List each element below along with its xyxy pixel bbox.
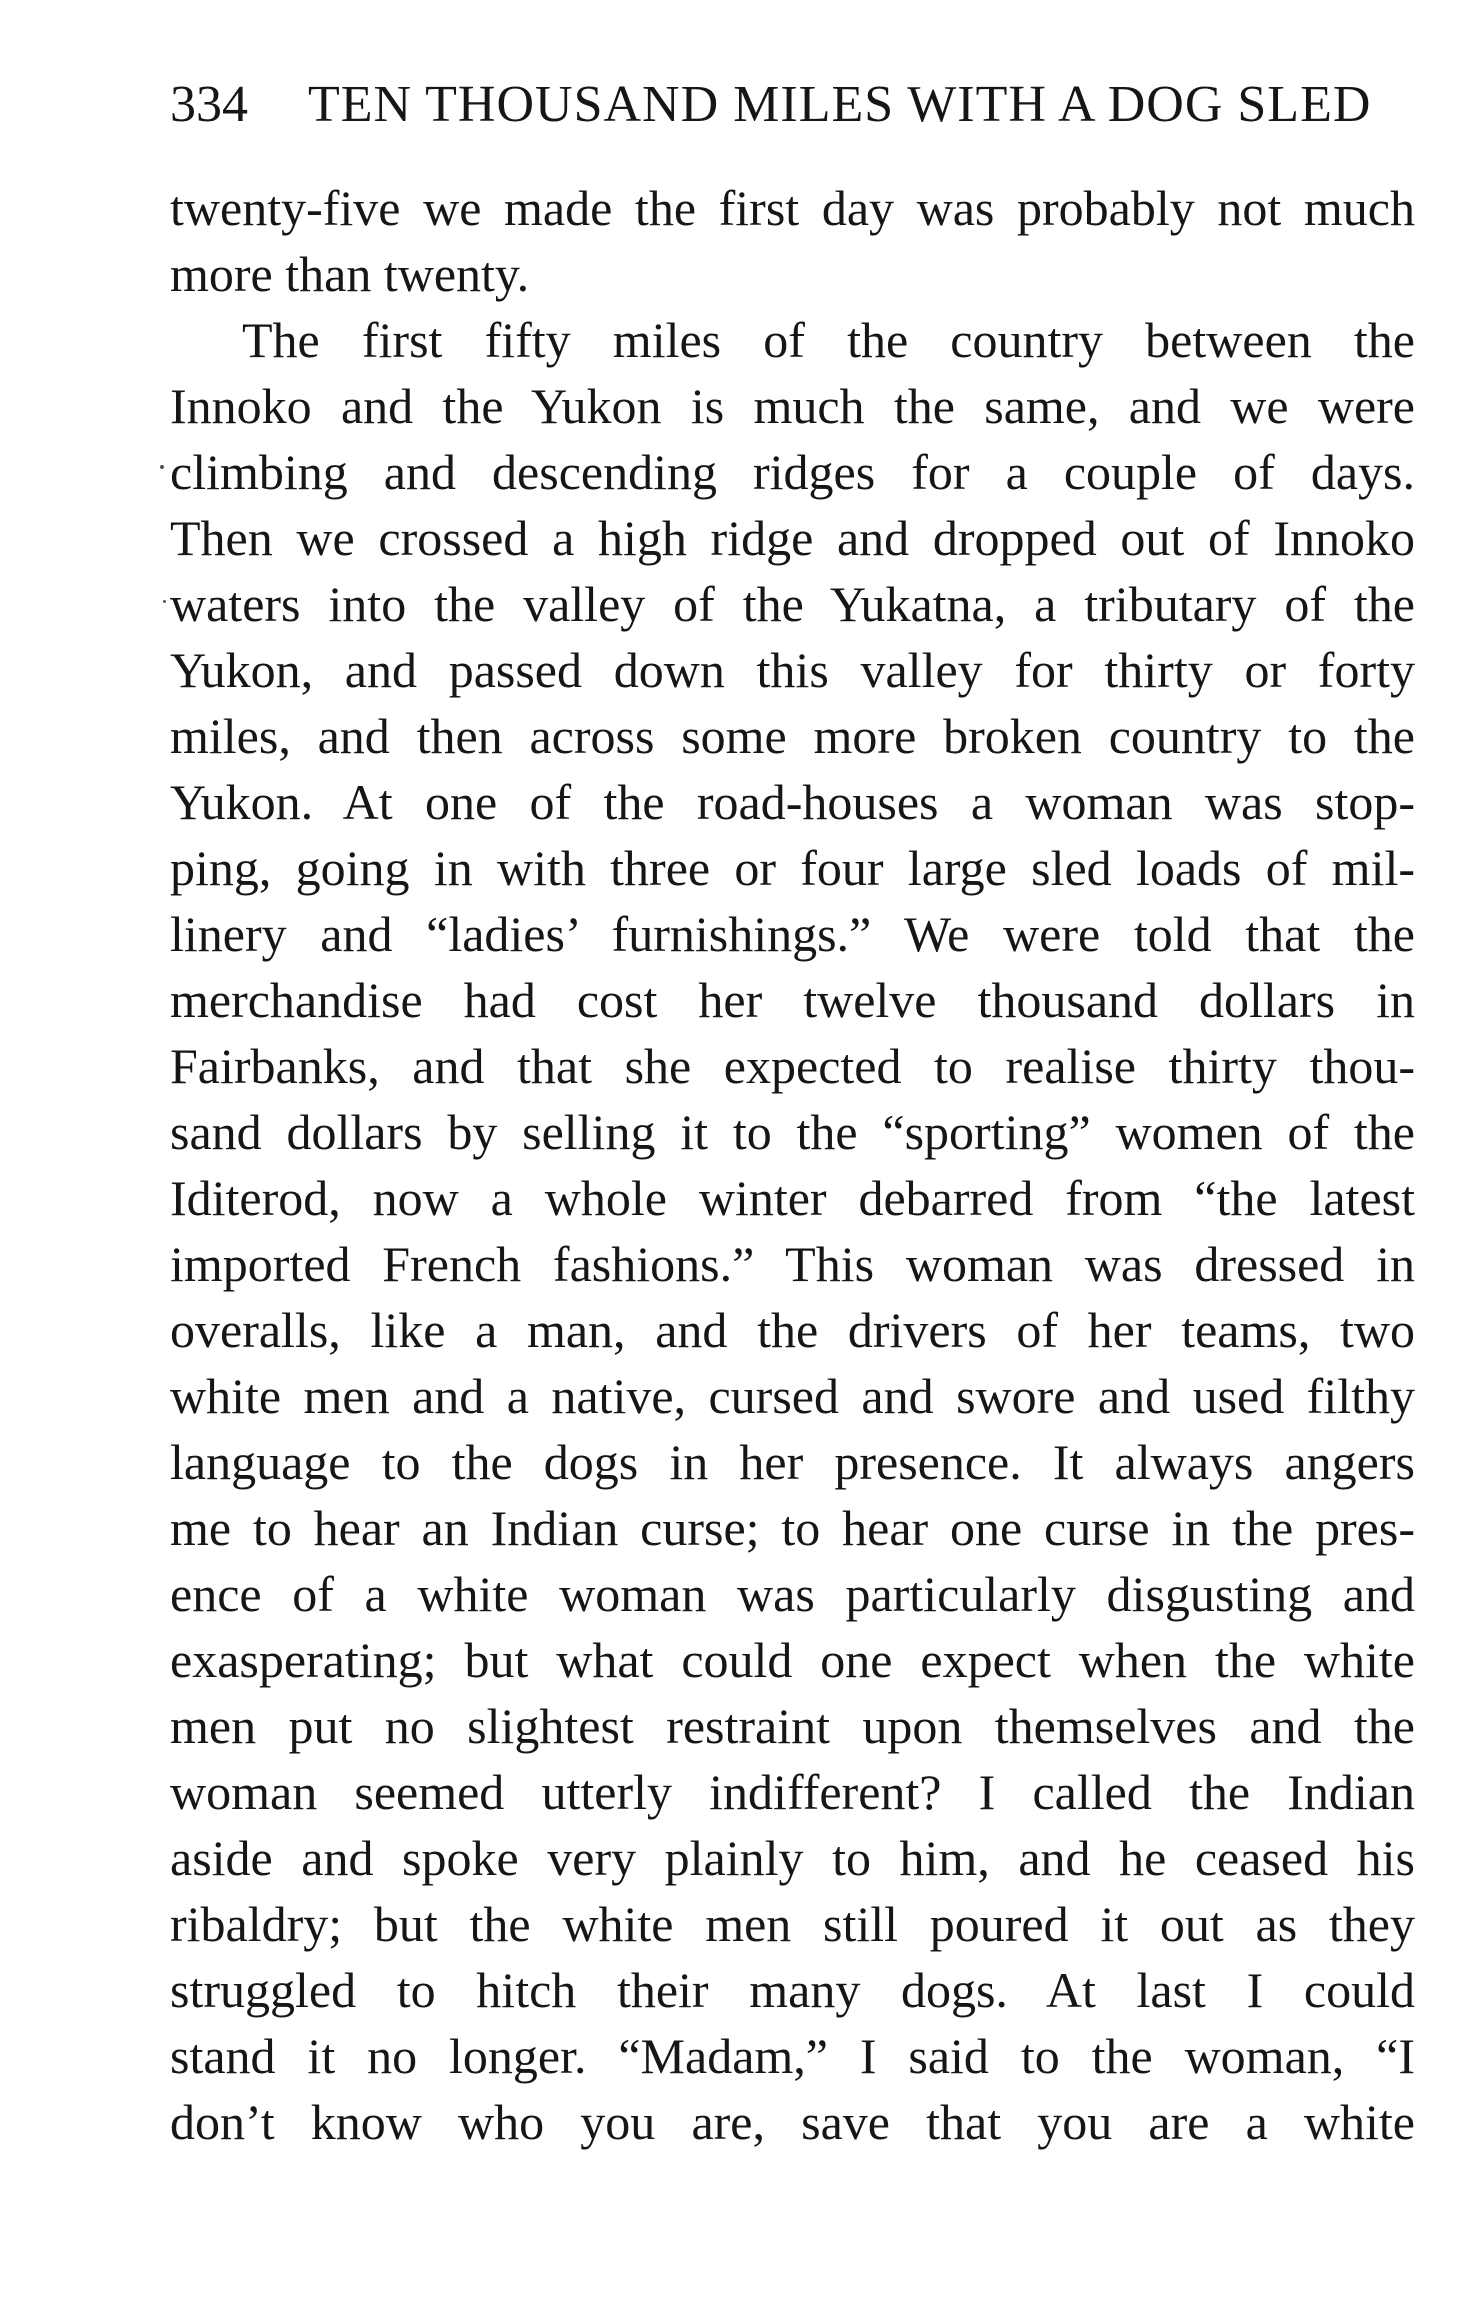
text-line: Yukon. At one of the road-houses a woman was stop-	[170, 774, 1415, 830]
text-line: ribaldry; but the white men still poured it out as they	[170, 1896, 1415, 1952]
text-line: aside and spoke very plainly to him, and he ceased his	[170, 1830, 1415, 1886]
running-header	[170, 70, 1420, 140]
text-line: Innoko and the Yukon is much the same, and we were	[170, 378, 1415, 434]
text-line: waters into the valley of the Yukatna, a tributary of the	[170, 576, 1415, 632]
text-line: linery and “ladies’ furnishings.” We were told that the	[170, 906, 1415, 962]
text-line: Iditerod, now a whole winter debarred from “the latest	[170, 1170, 1415, 1226]
text-line: imported French fashions.” This woman was dressed in	[170, 1236, 1415, 1292]
scan-speck	[163, 600, 166, 603]
text-line: ping, going in with three or four large sled loads of mil-	[170, 840, 1415, 896]
text-line: ence of a white woman was particularly disgusting and	[170, 1566, 1415, 1622]
text-line: me to hear an Indian curse; to hear one curse in the pres-	[170, 1500, 1415, 1556]
text-line: sand dollars by selling it to the “sporting” women of the	[170, 1104, 1415, 1160]
text-line: climbing and descending ridges for a couple of days.	[170, 444, 1415, 500]
page-number: 334	[170, 76, 248, 133]
text-line: exasperating; but what could one expect when the white	[170, 1632, 1415, 1688]
body-text	[170, 175, 1415, 2155]
text-line: stand it no longer. “Madam,” I said to the woman, “I	[170, 2028, 1415, 2084]
scan-speck	[160, 465, 164, 469]
text-line: The first fifty miles of the country between the	[242, 312, 1415, 368]
text-line: don’t know who you are, save that you are a white	[170, 2094, 1415, 2150]
text-line: more than twenty.	[170, 246, 530, 302]
text-line: Then we crossed a high ridge and dropped out of Innoko	[170, 510, 1415, 566]
text-line: merchandise had cost her twelve thousand dollars in	[170, 972, 1415, 1028]
text-line: twenty-five we made the first day was probably not much	[170, 180, 1415, 236]
text-line: language to the dogs in her presence. It always angers	[170, 1434, 1415, 1490]
text-line: miles, and then across some more broken country to the	[170, 708, 1415, 764]
text-line: overalls, like a man, and the drivers of her teams, two	[170, 1302, 1415, 1358]
text-line: white men and a native, cursed and swore and used filthy	[170, 1368, 1415, 1424]
text-line: Fairbanks, and that she expected to realise thirty thou-	[170, 1038, 1415, 1094]
text-line: Yukon, and passed down this valley for thirty or forty	[170, 642, 1415, 698]
running-title: TEN THOUSAND MILES WITH A DOG SLED	[308, 76, 1372, 133]
text-line: struggled to hitch their many dogs. At last I could	[170, 1962, 1415, 2018]
text-line: men put no slightest restraint upon themselves and the	[170, 1698, 1415, 1754]
text-line: woman seemed utterly indifferent? I called the Indian	[170, 1764, 1415, 1820]
